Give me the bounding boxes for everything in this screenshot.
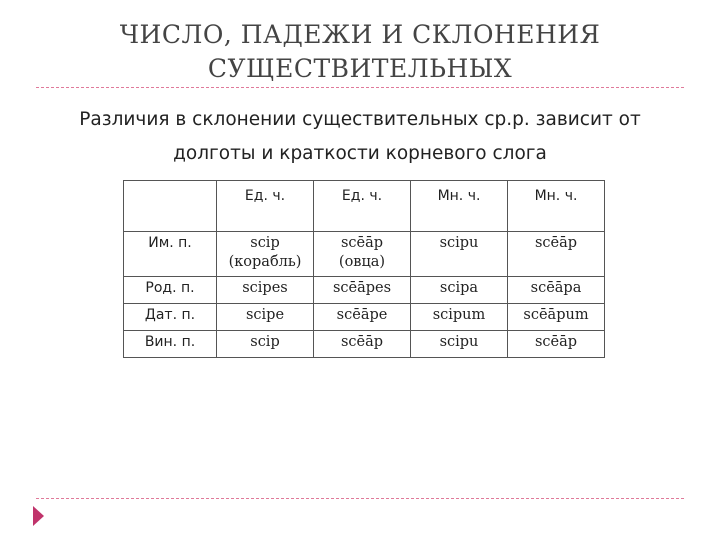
case-label: Род. п.	[124, 277, 217, 304]
header-cell: Ед. ч.	[314, 181, 411, 232]
table-cell: scēāp	[314, 331, 411, 358]
table-cell: scēāpa	[508, 277, 605, 304]
table-cell: scipu	[411, 331, 508, 358]
cell-word: scip	[250, 235, 280, 251]
cell-gloss: (корабль)	[228, 254, 302, 270]
cell-gloss: (овца)	[338, 254, 386, 270]
table-cell: scēāpum	[508, 304, 605, 331]
table-cell: scēāpes	[314, 277, 411, 304]
cell-word: scēāp	[340, 235, 384, 251]
slide-title	[60, 18, 660, 86]
table-cell	[314, 232, 411, 277]
table-cell: scēāpe	[314, 304, 411, 331]
table-row	[124, 232, 605, 277]
slide-subtitle	[20, 103, 700, 171]
header-cell: Мн. ч.	[508, 181, 605, 232]
header-cell: Ед. ч.	[217, 181, 314, 232]
table-header-row	[124, 181, 605, 232]
subtitle-line2: долготы и краткости корневого слога	[173, 143, 547, 164]
case-label: Вин. п.	[124, 331, 217, 358]
table-cell	[217, 232, 314, 277]
declension-table	[123, 180, 605, 358]
table-cell: scēāp	[508, 331, 605, 358]
table-cell: scipes	[217, 277, 314, 304]
table-cell	[411, 232, 508, 277]
header-cell-empty	[124, 181, 217, 232]
cell-word: scēāp	[534, 235, 578, 251]
bottom-divider	[36, 498, 684, 499]
table-row	[124, 304, 605, 331]
top-divider	[36, 87, 684, 88]
table-cell: scip	[217, 331, 314, 358]
slide-title-line1: ЧИСЛО, ПАДЕЖИ И СКЛОНЕНИЯ	[119, 20, 601, 49]
cell-word: scipu	[439, 235, 479, 251]
case-label: Им. п.	[124, 232, 217, 277]
table-cell	[508, 232, 605, 277]
table-row	[124, 277, 605, 304]
subtitle-line1: Различия в склонении существительных ср.р. зависит от	[79, 109, 641, 130]
table-cell: scipa	[411, 277, 508, 304]
table-row	[124, 331, 605, 358]
slide-title-line2: СУЩЕСТВИТЕЛЬНЫХ	[207, 54, 513, 83]
header-cell: Мн. ч.	[411, 181, 508, 232]
table-cell: scipe	[217, 304, 314, 331]
case-label: Дат. п.	[124, 304, 217, 331]
table-cell: scipum	[411, 304, 508, 331]
triangle-right-icon	[33, 506, 44, 526]
